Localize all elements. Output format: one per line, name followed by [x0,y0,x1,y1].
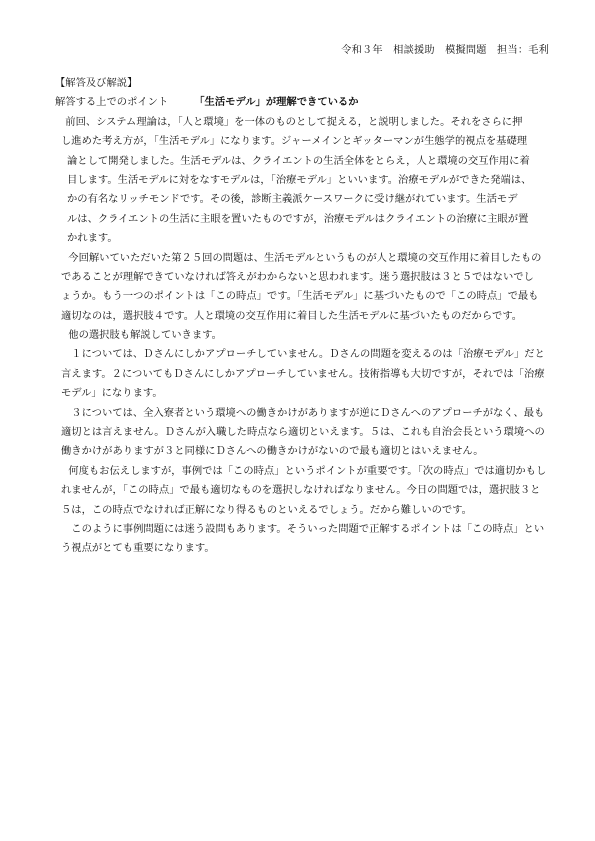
text-line: 働きかけがありますが３と同様にＤさんへの働きかけがないので最も適切とはいえません。 [61,445,484,458]
subtitle-emphasis: 「生活モデル」が理解できているか [194,96,359,109]
text-line: １については、Ｄさんにしかアプローチしていません。Ｄさんの問題を変えるのは「治療モデル」だと [61,348,545,361]
text-line: 言えます。２についてもＤさんにしかアプローチしていません。技術指導も大切ですが，それでは「治療 [61,367,545,380]
text-line: 今回解いていただいた第２５回の問題は、生活モデルというものが人と環境の交互作用に着目したもの [58,251,542,264]
text-line: う視点がとても重要になります。 [61,542,215,555]
document-body [55,74,555,559]
text-line: このように事例問題には迷う設問もあります。そういった問題で正解するポイントは「この時点」とい [61,522,545,535]
text-line: 適切とは言えません。Ｄさんが入職した時点なら適切といえます。５は、これも自治会長という環境への [61,426,545,439]
text-line: モデル」になります。 [61,387,163,400]
text-line: 論として開発しました。生活モデルは、クライエントの生活全体をとらえ，人と環境の交互作用に着 [67,154,530,167]
text-line: 前回、システム理論は，「人と環境」を一体のものとして捉える，と説明しました。それをさらに押 [55,115,523,128]
text-line: 何度もお伝えしますが，事例では「この時点」というポイントが重要です。「次の時点」では適切かもし [58,464,547,477]
text-line: ５は，この時点でなければ正解になり得るものといえるでしょう。だから難しいのです。 [61,503,472,516]
page-header: 令和３年 相談援助 模擬問題 担当：毛利 [341,45,549,56]
text-line: 他の選択肢も解説していきます。 [58,329,222,342]
text-line: れませんが，「この時点」で最も適切なものを選択しなければなりません。今日の問題では，選択肢３と [61,484,541,497]
text-line: 適切なのは，選択肢４です。人と環境の交互作用に着目した生活モデルに基づいたものだからです。 [61,309,523,322]
text-line: かの有名なリッチモンドです。その後，診断主義派ケースワークに受け継がれています。生活モデ [67,193,518,206]
text-line: であることが理解できていなければ答えがわからないと思われます。迷う選択肢は３と５ではないでし [61,270,534,283]
subtitle [55,93,555,112]
subtitle-prefix: 解答する上でのポイント [55,96,169,109]
text-line: かれます。 [67,232,118,245]
section-label: 【解答及び解説】 [55,77,138,89]
text-line: ルは、クライエントの生活に主眼を置いたものですが，治療モデルはクライエントの治療に主眼が置 [67,212,529,225]
text-line: ょうか。もう一つのポイントは「この時点」です。「生活モデル」に基づいたもので「この時点」で最も [61,290,539,303]
text-line: 目します。生活モデルに対をなすモデルは，「治療モデル」といいます。治療モデルができた発端は、 [67,173,532,186]
text-line: ３については、全入寮者という環境への働きかけがありますが逆にＤさんへのアプローチがなく、最も [61,406,545,419]
text-line: し進めた考え方が，「生活モデル」になります。ジャーメインとギッターマンが生態学的視点を基礎理 [61,135,528,148]
